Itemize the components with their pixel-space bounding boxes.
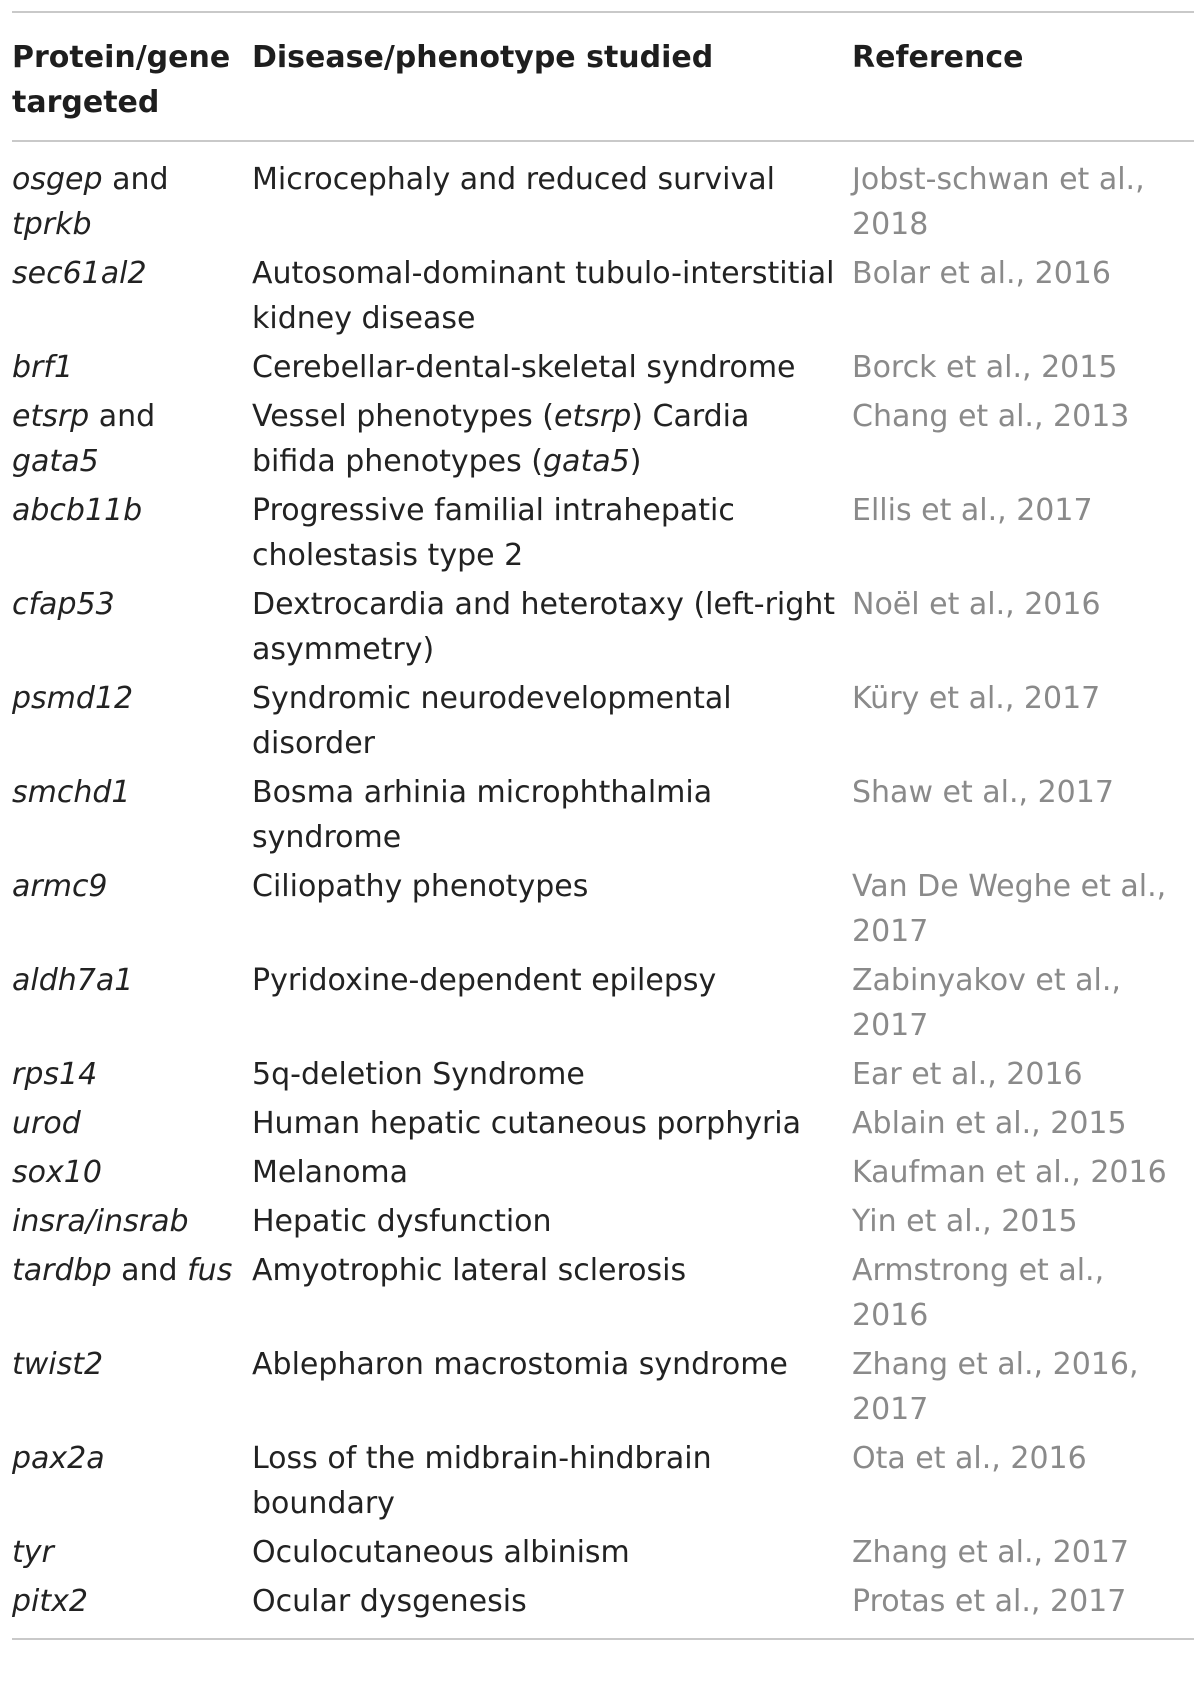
disease-cell: Ocular dysgenesis xyxy=(252,1584,527,1619)
disease-cell: Progressive familial intrahepatic cholestasis type 2 xyxy=(252,493,735,573)
disease-cell: Syndromic neurodevelopmental disorder xyxy=(252,681,732,761)
reference-cell: Protas et al., 2017 xyxy=(852,1584,1127,1619)
reference-cell: Shaw et al., 2017 xyxy=(852,775,1114,810)
table-row xyxy=(12,1579,1194,1624)
disease-cell: Microcephaly and reduced survival xyxy=(252,162,775,197)
header-disease: Disease/phenotype studied xyxy=(252,40,714,75)
gene-cell: cfap53 xyxy=(12,587,115,622)
reference-cell: Jobst-schwan et al., 2018 xyxy=(852,162,1145,242)
gene-cell: armc9 xyxy=(12,869,108,904)
table-row xyxy=(12,864,1194,954)
gene-cell: psmd12 xyxy=(12,681,134,716)
gene-cell: sec61al2 xyxy=(12,256,147,291)
reference-cell: Armstrong et al., 2016 xyxy=(852,1253,1105,1333)
disease-cell: Human hepatic cutaneous porphyria xyxy=(252,1106,802,1141)
gene-cell: etsrp and gata5 xyxy=(12,399,156,479)
reference-cell: Van De Weghe et al., 2017 xyxy=(852,869,1167,949)
disease-cell: Loss of the midbrain-hindbrain boundary xyxy=(252,1441,712,1521)
disease-cell: Cerebellar-dental-skeletal syndrome xyxy=(252,350,796,385)
gene-disease-table xyxy=(12,0,1194,1640)
disease-cell: Autosomal-dominant tubulo-interstitial kidney disease xyxy=(252,256,835,336)
reference-cell: Zabinyakov et al., 2017 xyxy=(852,963,1121,1043)
table-row xyxy=(12,394,1194,484)
disease-cell: Ablepharon macrostomia syndrome xyxy=(252,1347,788,1382)
reference-cell: Chang et al., 2013 xyxy=(852,399,1130,434)
table-header-row xyxy=(12,13,1194,140)
header-reference: Reference xyxy=(852,40,1024,75)
gene-cell: pitx2 xyxy=(12,1584,88,1619)
table-row xyxy=(12,1199,1194,1244)
reference-cell: Bolar et al., 2016 xyxy=(852,256,1111,291)
disease-cell: Amyotrophic lateral sclerosis xyxy=(252,1253,687,1288)
gene-cell: rps14 xyxy=(12,1057,98,1092)
reference-cell: Ear et al., 2016 xyxy=(852,1057,1083,1092)
reference-cell: Ablain et al., 2015 xyxy=(852,1106,1127,1141)
table-row xyxy=(12,1101,1194,1146)
table-row xyxy=(12,1052,1194,1097)
gene-cell: urod xyxy=(12,1106,81,1141)
gene-cell: osgep and tprkb xyxy=(12,162,169,242)
reference-cell: Borck et al., 2015 xyxy=(852,350,1118,385)
reference-cell: Küry et al., 2017 xyxy=(852,681,1101,716)
disease-cell: Ciliopathy phenotypes xyxy=(252,869,589,904)
gene-cell: sox10 xyxy=(12,1155,102,1190)
table-row xyxy=(12,251,1194,341)
disease-cell: Vessel phenotypes (etsrp) Cardia bifida phenotypes (gata5) xyxy=(252,399,750,479)
table-row xyxy=(12,582,1194,672)
table-row xyxy=(12,958,1194,1048)
reference-cell: Zhang et al., 2016, 2017 xyxy=(852,1347,1139,1427)
table-row xyxy=(12,1436,1194,1526)
reference-cell: Yin et al., 2015 xyxy=(852,1204,1078,1239)
table-bottom-rule xyxy=(12,1638,1194,1640)
disease-cell: Dextrocardia and heterotaxy (left-right asymmetry) xyxy=(252,587,836,667)
disease-cell: Bosma arhinia microphthalmia syndrome xyxy=(252,775,713,855)
reference-cell: Kaufman et al., 2016 xyxy=(852,1155,1167,1190)
disease-cell: Oculocutaneous albinism xyxy=(252,1535,630,1570)
table-row xyxy=(12,770,1194,860)
table-body xyxy=(12,142,1194,1624)
gene-cell: aldh7a1 xyxy=(12,963,134,998)
gene-cell: smchd1 xyxy=(12,775,131,810)
table-row xyxy=(12,488,1194,578)
disease-cell: Hepatic dysfunction xyxy=(252,1204,552,1239)
reference-cell: Ota et al., 2016 xyxy=(852,1441,1087,1476)
gene-cell: abcb11b xyxy=(12,493,143,528)
table-row xyxy=(12,676,1194,766)
disease-cell: 5q-deletion Syndrome xyxy=(252,1057,585,1092)
gene-cell: tardbp and fus xyxy=(12,1253,233,1288)
table-row xyxy=(12,157,1194,247)
reference-cell: Noël et al., 2016 xyxy=(852,587,1101,622)
disease-cell: Pyridoxine-dependent epilepsy xyxy=(252,963,717,998)
table-row xyxy=(12,345,1194,390)
table-row xyxy=(12,1342,1194,1432)
disease-cell: Melanoma xyxy=(252,1155,409,1190)
table-row xyxy=(12,1150,1194,1195)
reference-cell: Zhang et al., 2017 xyxy=(852,1535,1129,1570)
reference-cell: Ellis et al., 2017 xyxy=(852,493,1093,528)
gene-cell: insra/insrab xyxy=(12,1204,189,1239)
header-gene: Protein/gene targeted xyxy=(12,40,231,120)
gene-cell: twist2 xyxy=(12,1347,104,1382)
table-row xyxy=(12,1530,1194,1575)
gene-cell: tyr xyxy=(12,1535,54,1570)
table-row xyxy=(12,1248,1194,1338)
gene-cell: pax2a xyxy=(12,1441,105,1476)
gene-cell: brf1 xyxy=(12,350,74,385)
